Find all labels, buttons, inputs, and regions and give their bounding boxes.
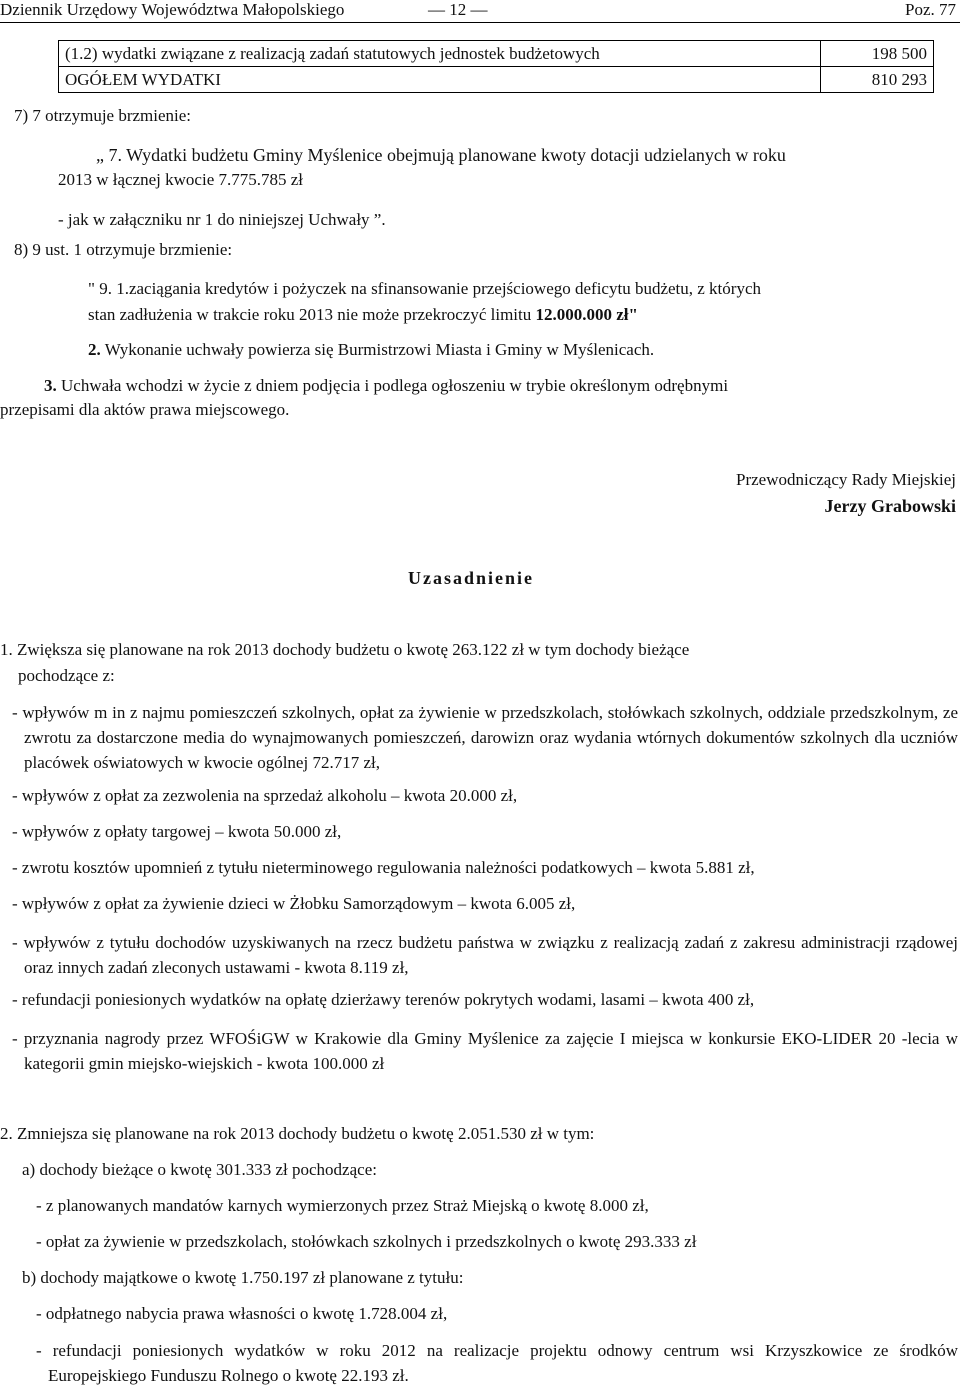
table-row bbox=[59, 67, 934, 93]
list-item: - refundacji poniesionych wydatków w roku 2012 na realizacje projektu odnowy centrum wsi Krzyszkowice ze środków Europejskiego Funduszu Rolnego o kwotę 22.193 zł. bbox=[36, 1341, 958, 1385]
justification-item-1-line1: 1. Zwiększa się planowane na rok 2013 dochody budżetu o kwotę 263.122 zł w tym dochody bieżące bbox=[0, 640, 690, 659]
amendment-8-line2-text: stan zadłużenia w trakcie roku 2013 nie może przekroczyć limitu bbox=[88, 305, 536, 324]
table-cell-label: OGÓŁEM WYDATKI bbox=[59, 67, 821, 93]
section-2-text: Wykonanie uchwały powierza się Burmistrzowi Miasta i Gminy w Myślenicach. bbox=[100, 340, 655, 359]
amendment-8-intro: 8) 9 ust. 1 otrzymuje brzmienie: bbox=[14, 240, 233, 259]
deficit-limit: 12.000.000 zł" bbox=[535, 305, 638, 324]
position-number: Poz. 77 bbox=[905, 0, 956, 19]
amendment-7-line2: 2013 w łącznej kwocie 7.775.785 zł bbox=[58, 170, 304, 189]
expense-table bbox=[58, 40, 934, 93]
signature-name: Jerzy Grabowski bbox=[824, 496, 956, 516]
list-item: - wpływów m in z najmu pomieszczeń szkolnych, opłat za żywienie w przedszkolach, stołówkach szkolnych, oddziale przedszkolnym, ze zwrotu za dostarczone media do wynajmowanych pomieszczeń, darowizn oraz wydania wtórnych dokumentów szkolnych dla uczniów placówek oświatowych w kwocie ogólnej 72.717 zł, bbox=[12, 703, 958, 772]
amendment-7-line3: - jak w załączniku nr 1 do niniejszej Uchwały ”. bbox=[58, 210, 386, 229]
journal-title: Dziennik Urzędowy Województwa Małopolskiego bbox=[0, 0, 345, 19]
signature-role: Przewodniczący Rady Miejskiej bbox=[736, 470, 956, 489]
justification-item-1-line2: pochodzące z: bbox=[18, 666, 115, 685]
justification-item-2b: b) dochody majątkowe o kwotę 1.750.197 zł planowane z tytułu: bbox=[22, 1268, 464, 1287]
list-item: - przyznania nagrody przez WFOŚiGW w Krakowie dla Gminy Myślenice za zajęcie I miejsca w konkursie EKO-LIDER 20 -lecia w kategorii gmin miejsko-wiejskich - kwota 100.000 zł bbox=[12, 1029, 958, 1073]
list-item: - odpłatnego nabycia prawa własności o kwotę 1.728.004 zł, bbox=[36, 1304, 448, 1323]
list-item: - z planowanych mandatów karnych wymierzonych przez Straż Miejską o kwotę 8.000 zł, bbox=[36, 1196, 649, 1215]
table-cell-label: (1.2) wydatki związane z realizacją zadań statutowych jednostek budżetowych bbox=[59, 41, 821, 67]
amendment-8-line2 bbox=[88, 305, 638, 325]
justification-item-2: 2. Zmniejsza się planowane na rok 2013 dochody budżetu o kwotę 2.051.530 zł w tym: bbox=[0, 1124, 595, 1143]
list-item: - wpływów z opłat za zezwolenia na sprzedaż alkoholu – kwota 20.000 zł, bbox=[12, 786, 518, 805]
list-item: - refundacji poniesionych wydatków na opłatę dzierżawy terenów pokrytych wodami, lasami – kwota 400 zł, bbox=[12, 990, 755, 1009]
amendment-7-line1: „ 7. Wydatki budżetu Gminy Myślenice obejmują planowane kwoty dotacji udzielanych w roku bbox=[96, 145, 786, 165]
list-item: - zwrotu kosztów upomnień z tytułu nieterminowego regulowania należności podatkowych – kwota 5.881 zł, bbox=[12, 858, 755, 877]
table-cell-value: 810 293 bbox=[821, 67, 934, 93]
section-3-number: 3. bbox=[44, 376, 57, 395]
amendment-8-line1: " 9. 1.zaciągania kredytów i pożyczek na sfinansowanie przejściowego deficytu budżetu, z których bbox=[88, 279, 761, 298]
section-2-number: 2. bbox=[88, 340, 101, 359]
list-item: - wpływów z opłaty targowej – kwota 50.000 zł, bbox=[12, 822, 342, 841]
section-3-line1 bbox=[44, 376, 728, 396]
section-3-line2: przepisami dla aktów prawa miejscowego. bbox=[0, 400, 290, 419]
justification-heading: Uzasadnienie bbox=[408, 568, 535, 588]
list-item: - opłat za żywienie w przedszkolach, stołówkach szkolnych i przedszkolnych o kwotę 293.333 zł bbox=[36, 1232, 697, 1251]
page-number: — 12 — bbox=[428, 0, 488, 19]
list-item: - wpływów z opłat za żywienie dzieci w Żłobku Samorządowym – kwota 6.005 zł, bbox=[12, 894, 576, 913]
section-3-text: Uchwała wchodzi w życie z dniem podjęcia i podlega ogłoszeniu w trybie określonym odrębnymi bbox=[56, 376, 729, 395]
justification-item-2a: a) dochody bieżące o kwotę 301.333 zł pochodzące: bbox=[22, 1160, 377, 1179]
header-rule bbox=[0, 22, 960, 23]
list-item: - wpływów z tytułu dochodów uzyskiwanych na rzecz budżetu państwa w związku z realizacją zadań z zakresu administracji rządowej oraz innych zadań zleconych ustawami - kwota 8.119 zł, bbox=[12, 933, 958, 977]
amendment-7-intro: 7) 7 otrzymuje brzmienie: bbox=[14, 106, 192, 125]
table-row bbox=[59, 41, 934, 67]
section-2 bbox=[88, 340, 654, 360]
table-cell-value: 198 500 bbox=[821, 41, 934, 67]
